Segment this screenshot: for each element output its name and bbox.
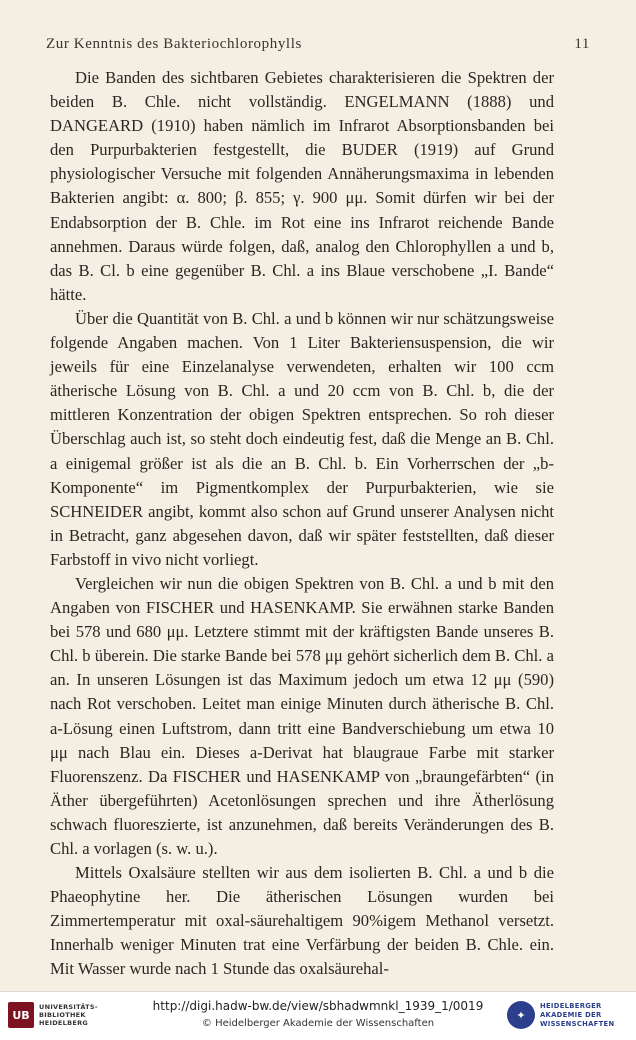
viewer-footer <box>0 991 636 1040</box>
academy-logo[interactable] <box>507 1001 628 1029</box>
copyright-notice: © Heidelberger Akademie der Wissenschaften <box>201 1018 435 1029</box>
paragraph-2: Über die Quantität von B. Chl. a und b können wir nur schätzungsweise folgende Angaben machen. Von 1 Liter Bakteriensuspension, die wir jeweils für eine Einzelanalyse verwendeten, erhalten wir 100 ccm ätherische Lösung von B. Chl. a und 20 ccm von B. Chl. b, die der mittleren Konzentration der obigen Spektren entsprechen. So roh dieser Überschlag auch ist, so steht doch eindeutig fest, daß die Menge an B. Chl. a einigemal größer ist als die an B. Chl. b. Ein Vorherrschen der „b-Komponente“ im Pigmentkomplex der Purpurbakterien, wie sie SCHNEIDER angibt, kommt also schon auf Grund unserer Analysen nicht in Betracht, ganz abgesehen davon, daß wir später feststellten, daß dieser Farbstoff in vivo nicht vorliegt. <box>50 308 554 569</box>
permalink-url[interactable]: http://digi.hadw-bw.de/view/sbhadwmnkl_1939_1/0019 <box>152 999 484 1013</box>
paragraph-4: Mittels Oxalsäure stellten wir aus dem isolierten B. Chl. a und b die Phaeophytine her. Die ätherischen Lösungen wurden bei Zimmertemperatur mit oxal-säurehaltigem 90%igem Methanol versetzt. Innerhalb weniger Minuten trat eine Verfärbung der beiden B. Chle. ein. Mit Wasser wurde nach 1 Stunde das oxalsäurehal- <box>50 863 554 979</box>
body-text <box>50 66 554 982</box>
library-logo-text: UNIVERSITÄTS- BIBLIOTHEK HEIDELBERG <box>39 1003 98 1027</box>
library-emblem-icon: UB <box>8 1002 34 1028</box>
running-title: Zur Kenntnis des Bakteriochlorophylls <box>46 36 302 52</box>
page-number: 11 <box>574 36 590 52</box>
running-head <box>46 36 590 53</box>
library-logo[interactable] <box>8 1002 101 1028</box>
academy-seal-icon: ✦ <box>507 1001 535 1029</box>
paragraph-3: Vergleichen wir nun die obigen Spektren von B. Chl. a und b mit den Angaben von FISCHER und HASENKAMP. Sie erwähnen starke Banden bei 578 und 680 μμ. Letztere stimmt mit der kräftigsten Bande unseres B. Chl. b überein. Die starke Bande bei 578 μμ gehört sicherlich dem B. Chl. a an. In unseren Lösungen ist das Maximum jedoch um etwa 12 μμ (590) nach Rot verschoben. Leitet man einige Minuten durch ätherische B. Chl. a-Lösung einen Luftstrom, dann tritt eine Bandverschiebung um etwa 10 μμ nach Blau ein. Dieses a-Derivat hat blaugraue Farbe mit starker Fluorenszenz. Da FISCHER und HASENKAMP von „braungefärbten“ (in Äther übergeführten) Acetonlösungen sprechen und ihre Ätherlösung schwach fluoreszierte, ist anzunehmen, daß bereits Veränderungen des B. Chl. a vorlagen (s. w. u.). <box>50 573 554 858</box>
academy-logo-text: HEIDELBERGER AKADEMIE DER WISSENSCHAFTEN <box>540 1001 615 1028</box>
paragraph-1: Die Banden des sichtbaren Gebietes charakterisieren die Spektren der beiden B. Chle. nicht vollständig. ENGELMANN (1888) und DANGEARD (1910) haben nämlich im Infrarot Absorptionsbanden bei den Purpurbakterien festgestellt, die BUDER (1919) auf Grund physiologischer Versuche mit folgenden Annäherungsmaxima in lebenden Bakterien angibt: α. 800; β. 855; γ. 900 μμ. Somit dürfen wir bei der Endabsorption der B. Chle. im Rot eine ins Infrarot reichende Bande annehmen. Daraus würde folgen, daß, analog den Chlorophyllen a und b, das B. Cl. b eine gegenüber B. Chl. a ins Blaue verschobene „I. Bande“ hätte. <box>50 68 554 304</box>
